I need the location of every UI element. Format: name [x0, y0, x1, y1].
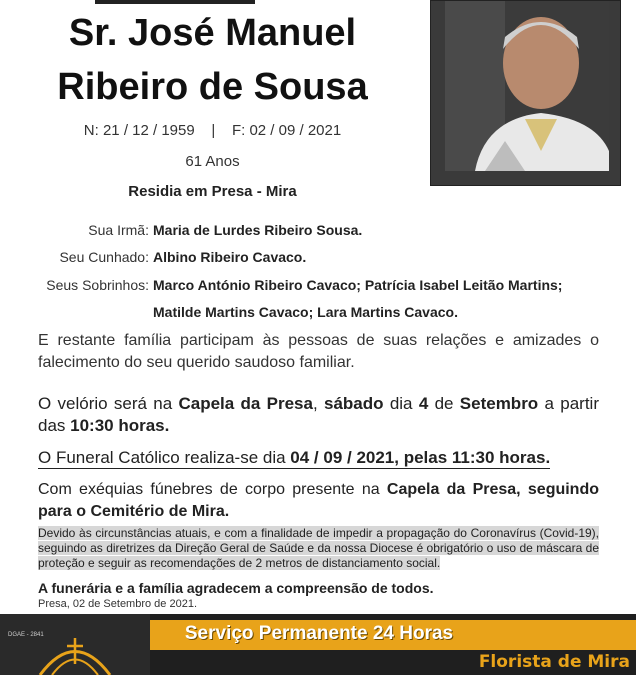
exequies-location: Capela da Presa, seguindo para o Cemitério de Mira. [38, 481, 599, 520]
wake-month: Setembro [459, 394, 539, 413]
covid-notice-text: Devido às circunstâncias atuais, e com a finalidade de impedir a propagação do Coronavírus (Covid-19), seguindo as diretrizes da Direção Geral de Saúde e da nossa Diocese é obrigatório o uso de máscara de proteção e seguir as recomendações de 2 metros de distanciamento social. [38, 526, 599, 570]
residence: Residia em Presa - Mira [128, 183, 297, 200]
relative-names: Albino Ribeiro Cavaco. [153, 249, 307, 265]
funeral-announcement [38, 447, 599, 469]
wake-time: 10:30 horas. [70, 416, 170, 435]
covid-notice [38, 526, 599, 571]
exequies-announcement [38, 479, 599, 523]
wake-text: , [312, 394, 324, 413]
relative-names: Matilde Martins Cavaco; Lara Martins Cavaco. [153, 304, 458, 320]
service-banner-text: Serviço Permanente 24 Horas [184, 623, 454, 644]
place-date: Presa, 02 de Setembro de 2021. [38, 598, 197, 610]
portrait-photo [445, 1, 609, 171]
portrait-frame [430, 0, 621, 186]
dgae-license: DGAE - 2841 [8, 632, 44, 638]
wake-announcement [38, 393, 599, 437]
funeral-datetime: 04 / 09 / 2021, pelas 11:30 horas. [290, 448, 551, 467]
wake-text: a partir das [38, 394, 599, 435]
relative-label: Sua Irmã: [88, 222, 149, 238]
birth-death-dates: N: 21 / 12 / 1959 | F: 02 / 09 / 2021 [83, 122, 342, 139]
wake-text: de [428, 394, 460, 413]
wake-location: Capela da Presa [178, 394, 313, 413]
top-decorative-bar [95, 0, 255, 4]
florist-name: Florista de Mira [478, 652, 630, 672]
relative-names: Marco António Ribeiro Cavaco; Patrícia Isabel Leitão Martins; [153, 277, 563, 293]
relative-label: Seus Sobrinhos: [46, 277, 149, 293]
wake-day: 4 [418, 394, 429, 413]
exequies-text: Com exéquias fúnebres de corpo presente na [38, 481, 387, 498]
deceased-name-line1: Sr. José Manuel [68, 12, 357, 54]
funeral-text: O Funeral Católico realiza-se dia [38, 448, 291, 467]
wake-text: dia [383, 394, 419, 413]
age: 61 Anos [185, 153, 240, 170]
wake-weekday: sábado [324, 394, 384, 413]
portrait-figure-icon [445, 1, 609, 171]
thanks-message: A funerária e a família agradecem a compreensão de todos. [38, 580, 434, 596]
relative-label: Seu Cunhado: [59, 249, 149, 265]
relative-names: Maria de Lurdes Ribeiro Sousa. [153, 222, 363, 238]
family-message: E restante família participam às pessoas de suas relações e amizades o falecimento do seu querido saudoso familiar. [38, 332, 599, 371]
funeral-home-logo-icon [30, 634, 120, 675]
deceased-name-line2: Ribeiro de Sousa [57, 66, 368, 108]
wake-text: O velório será na [38, 394, 179, 413]
